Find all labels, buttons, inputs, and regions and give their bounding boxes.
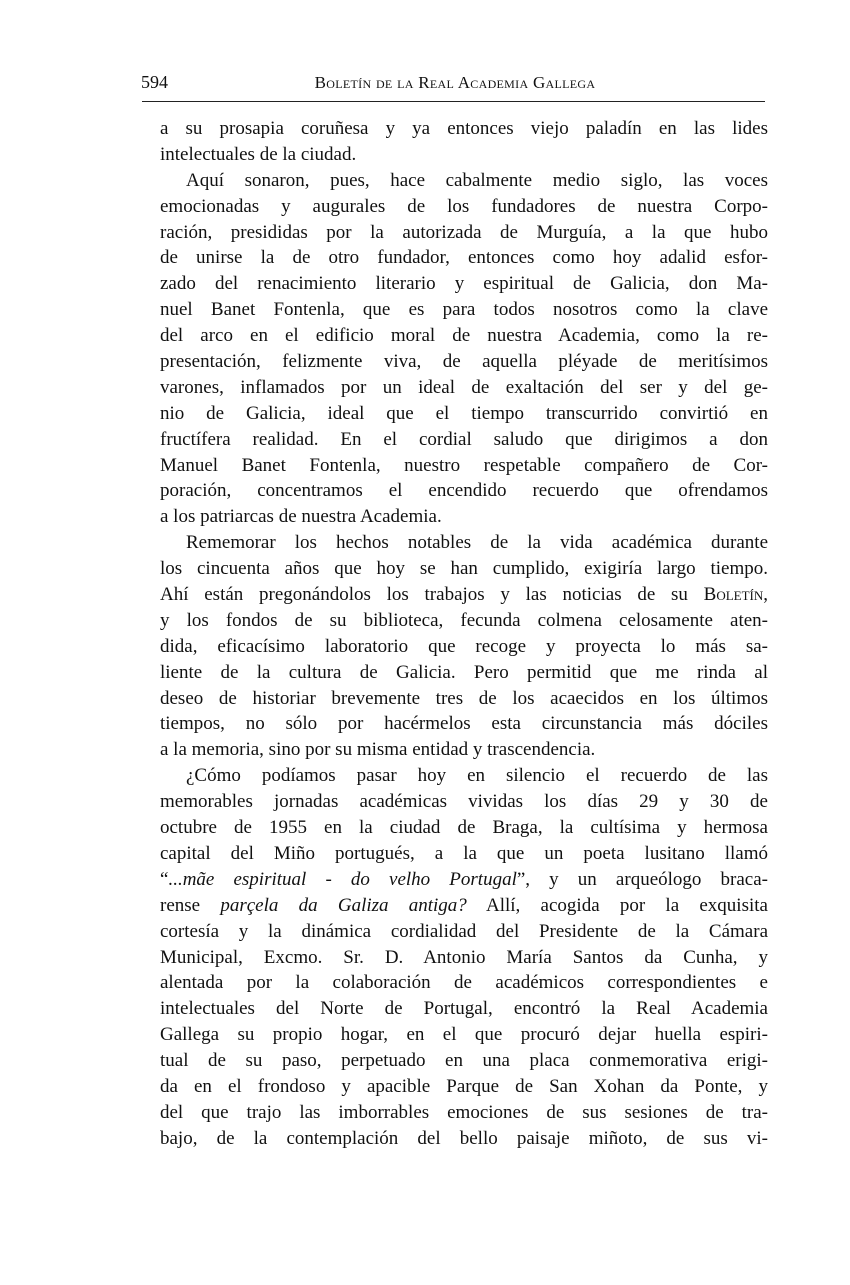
text-line: nuel Banet Fontenla, que es para todos nosotros como la clave [160, 299, 768, 321]
text-line: alentada por la colaboración de académicos correspondientes e [160, 972, 768, 994]
text-line: zado del renacimiento literario y espiritual de Galicia, don Ma- [160, 273, 768, 295]
text-line: intelectuales de la ciudad. [160, 143, 357, 165]
text-line: capital del Miño portugués, a la que un poeta lusitano llamó [160, 842, 768, 864]
text-line [160, 867, 768, 893]
text-line: a su prosapia coruñesa y ya entonces viejo paladín en las lides [160, 118, 768, 139]
header-rule [142, 101, 765, 102]
text-line: Gallega su propio hogar, en el que procuró dejar huella espiri- [160, 1024, 768, 1046]
paragraph-3 [160, 530, 768, 763]
text-line: presentación, felizmente viva, de aquella pléyade de meritísimos [160, 351, 768, 373]
body-text [160, 116, 768, 1152]
text-line: dida, eficacísimo laboratorio que recoge y proyecta lo más sa- [160, 635, 768, 657]
text-line: a los patriarcas de nuestra Academia. [160, 506, 442, 528]
text-line: da en el frondoso y apacible Parque de San Xohan da Ponte, y [160, 1075, 768, 1097]
paragraph-4 [160, 763, 768, 1151]
text-line: octubre de 1955 en la ciudad de Braga, la cultísima y hermosa [160, 817, 768, 839]
text-line: tiempos, no sólo por hacérmelos esta circunstancia más dóciles [160, 713, 768, 735]
paragraph-2 [160, 168, 768, 530]
text-line [160, 893, 768, 919]
text-line: Aquí sonaron, pues, hace cabalmente medio siglo, las voces [186, 169, 768, 191]
text-segment: “ [160, 868, 169, 890]
text-line: a la memoria, sino por su misma entidad y trascendencia. [160, 739, 596, 761]
text-segment: rense [160, 894, 221, 916]
text-line: Manuel Banet Fontenla, nuestro respetable compañero de Cor- [160, 454, 768, 476]
text-line: ¿Cómo podíamos pasar hoy en silencio el recuerdo de las [186, 765, 768, 787]
text-line: intelectuales del Norte de Portugal, encontró la Real Academia [160, 998, 768, 1020]
running-title: Boletín de la Real Academia Gallega [314, 73, 596, 92]
text-segment: ”, y un arqueólogo braca- [516, 868, 768, 890]
text-segment: Allí, acogida por la exquisita [466, 894, 768, 916]
text-line: memorables jornadas académicas vividas los días 29 y 30 de [160, 791, 768, 813]
page-number: 594 [141, 72, 168, 92]
text-line: cortesía y la dinámica cordialidad del Presidente de la Cámara [160, 920, 768, 942]
italic-quote: parçela da Galiza antiga? [220, 894, 467, 916]
text-line: del arco en el edificio moral de nuestra Academia, como la re- [160, 325, 768, 347]
text-line: Municipal, Excmo. Sr. D. Antonio María Santos da Cunha, y [160, 946, 768, 968]
italic-quote: ...mãe espiritual - do velho Portugal [168, 868, 517, 890]
text-line: nio de Galicia, ideal que el tiempo transcurrido convirtió en [160, 402, 768, 424]
text-line: emocionadas y augurales de los fundadores de nuestra Corpo- [160, 195, 768, 217]
text-line: del que trajo las imborrables emociones de sus sesiones de tra- [160, 1101, 768, 1123]
text-line: poración, concentramos el encendido recuerdo que ofrendamos [160, 480, 768, 502]
text-line: deseo de historiar brevemente tres de los acaecidos en los últimos [160, 687, 768, 709]
text-line: de unirse la de otro fundador, entonces como hoy adalid esfor- [160, 247, 768, 269]
text-line: Rememorar los hechos notables de la vida académica durante [186, 532, 768, 554]
paragraph-1 [160, 116, 768, 168]
text-line [160, 582, 768, 608]
text-line: tual de su paso, perpetuado en una placa conmemorativa erigi- [160, 1050, 768, 1072]
text-line: varones, inflamados por un ideal de exaltación del ser y del ge- [160, 376, 768, 398]
text-line: bajo, de la contemplación del bello paisaje miñoto, de sus vi- [160, 1127, 768, 1149]
text-line: liente de la cultura de Galicia. Pero permitid que me rinda al [160, 661, 768, 683]
text-segment: Ahí están pregonándolos los trabajos y las noticias de su [160, 584, 704, 606]
text-line: fructífera realidad. En el cordial saludo que dirigimos a don [160, 428, 768, 450]
text-line: ración, presididas por la autorizada de Murguía, a la que hubo [160, 221, 768, 243]
text-line: los cincuenta años que hoy se han cumplido, exigiría largo tiempo. [160, 558, 768, 580]
journal-name: Boletín, [703, 584, 768, 606]
text-line: y los fondos de su biblioteca, fecunda colmena celosamente aten- [160, 609, 768, 631]
